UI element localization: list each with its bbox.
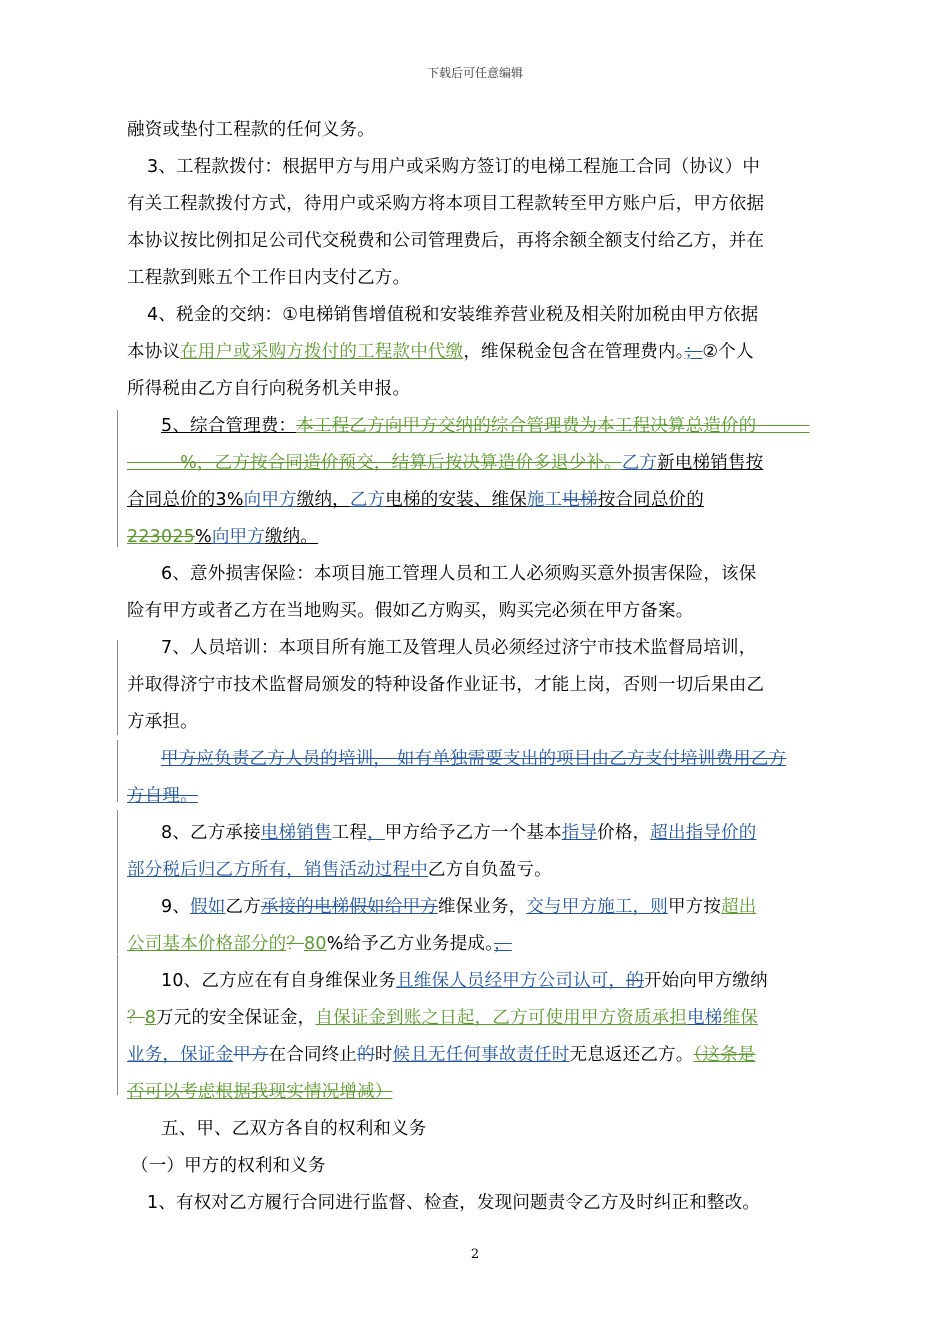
paragraph-line [127, 1037, 822, 1074]
paragraph-line [127, 1000, 822, 1037]
paragraph-line [127, 926, 822, 963]
text: 10、乙方应在有自身维保业务 [161, 971, 397, 991]
text: ，维保税金包含在管理费内。 [463, 342, 685, 362]
inserted-text: 超出 [721, 897, 757, 917]
inserted-text: 80 [304, 934, 327, 954]
text: 乙方 [225, 897, 261, 917]
inserted-text: ， [367, 823, 385, 843]
text: 缴纳， [296, 490, 350, 510]
deleted-text: 223025 [127, 527, 196, 547]
text: 缴纳。 [264, 527, 319, 547]
paragraph-line [127, 1074, 822, 1111]
deleted-text: 甲方 [233, 1045, 269, 1065]
paragraph-line [127, 963, 822, 1000]
inserted-text: 乙方 [349, 490, 386, 510]
inserted-text: 在用户或采购方拨付的工程款中代缴 [180, 342, 464, 362]
subsection-heading: （一）甲方的权利和义务 [131, 1156, 326, 1176]
paragraph-line: 险有甲方或者乙方在当地购买。假如乙方购买，购买完必须在甲方备案。 [127, 601, 694, 621]
paragraph-line: 融资或垫付工程款的任何义务。 [127, 120, 375, 140]
inserted-text: 电梯销售 [260, 823, 332, 843]
deleted-text: 否可以考虑根据我现实情况增减） [127, 1082, 393, 1102]
inserted-text: 电梯 [687, 1008, 723, 1028]
deleted-text: ， [494, 934, 512, 954]
deleted-text: 的 [357, 1045, 375, 1065]
paragraph-line [127, 889, 822, 926]
deleted-text: 本工程乙方向甲方交纳的综合管理费为本工程决算总造价的 [296, 416, 757, 436]
deleted-text: ？ [286, 934, 305, 954]
text: 合同总价的 [127, 490, 216, 510]
deleted-text: 甲方应负责乙方人员的培训， 如有单独需要支出的项目由乙方支付培训费用乙方 [161, 749, 787, 769]
inserted-text: 超出指导价的 [650, 823, 757, 843]
paragraph-line: 并取得济宁市技术监督局颁发的特种设备作业证书，才能上岗，否则一切后果由乙 [127, 675, 765, 695]
deleted-text [756, 416, 809, 436]
paragraph-line: 本协议按比例扣足公司代交税费和公司管理费后，再将余额全额支付给乙方，并在 [127, 231, 765, 251]
inserted-text: 交与甲方施工，则 [526, 897, 668, 917]
paragraph-line: 工程款到账五个工作日内支付乙方。 [127, 268, 411, 288]
deleted-text: 电梯 [562, 490, 598, 510]
paragraph-line: 4、税金的交纳：①电梯销售增值税和安装维养营业税及相关附加税由甲方依据 [147, 305, 759, 325]
deleted-text: 方自理。 [127, 786, 198, 806]
text: 8、乙方承接 [161, 823, 261, 843]
page-number: 2 [470, 1247, 480, 1262]
section-heading: 五、甲、乙双方各自的权利和义务 [161, 1119, 427, 1139]
inserted-text: 公司基本价格部分的 [127, 934, 287, 954]
text: 3% [215, 490, 244, 510]
text: 按合同总价的 [597, 490, 704, 510]
change-bar [117, 810, 118, 882]
paragraph-line: 有关工程款拨付方式，待用户或采购方将本项目工程款转至甲方账户后，甲方依据 [127, 194, 765, 214]
paragraph-line [127, 741, 822, 778]
deleted-text: %，乙方按合同造价预交，结算后按决算造价多退少补。 [127, 453, 622, 473]
paragraph-line: 7、人员培训：本项目所有施工及管理人员必须经过济宁市技术监督局培训， [161, 638, 757, 658]
text: 甲方按 [667, 897, 722, 917]
inserted-text: 8 [144, 1008, 157, 1028]
inserted-text: 假如 [190, 897, 226, 917]
inserted-text: 指导 [561, 823, 598, 843]
change-bar [117, 882, 118, 954]
inserted-text: 维保 [722, 1008, 758, 1028]
text: 5、综合管理费： [161, 416, 297, 436]
text: %给予乙方业务提成。 [326, 934, 495, 954]
paragraph-line [127, 482, 822, 519]
text: 新电梯销售按 [657, 453, 764, 473]
deleted-text: 的 [626, 971, 644, 991]
change-bar [117, 740, 118, 802]
inserted-text: 候且无任何事故责任时 [392, 1045, 570, 1065]
paragraph-line: 所得税由乙方自行向税务机关申报。 [127, 379, 411, 399]
paragraph-line [127, 408, 822, 445]
text: 万元的安全保证金， [156, 1008, 316, 1028]
text: 工程 [331, 823, 368, 843]
inserted-text: 施工 [526, 490, 563, 510]
text: 乙方自负盈亏。 [427, 860, 552, 880]
text: 9、 [161, 897, 191, 917]
text: % [195, 527, 212, 547]
text: 开始向甲方缴纳 [643, 971, 768, 991]
paragraph-line: 方承担。 [127, 712, 198, 732]
inserted-text: 乙方 [621, 453, 658, 473]
inserted-text: 自保证金到账之日起，乙方可使用甲方资质承担 [315, 1008, 688, 1028]
text: 本协议 [127, 342, 181, 362]
text: 在合同终止 [268, 1045, 358, 1065]
paragraph-line [127, 519, 822, 556]
text: 甲方给予乙方一个基本 [384, 823, 562, 843]
inserted-text: 且维保人员经甲方公司认可， [396, 971, 627, 991]
paragraph-line: 3、工程款拨付：根据甲方与用户或采购方签订的电梯工程施工合同（协议）中 [147, 157, 761, 177]
inserted-text: 向甲方 [211, 527, 265, 547]
deleted-text: （这条是 [693, 1045, 756, 1065]
inserted-text: 部分税后归乙方所有，销售活动过程中 [127, 860, 428, 880]
change-bar [117, 410, 118, 547]
text: 维保业务， [437, 897, 527, 917]
deleted-text: 承接的电梯假如给甲方 [260, 897, 438, 917]
text: 价格， [597, 823, 651, 843]
paragraph-line: 6、意外损害保险：本项目施工管理人员和工人必须购买意外损害保险，该保 [161, 564, 757, 584]
text: 无息返还乙方。 [569, 1045, 694, 1065]
document-body [127, 112, 822, 1222]
change-bar [117, 955, 118, 1095]
paragraph-line [127, 445, 822, 482]
text: 电梯的安装、维保 [385, 490, 527, 510]
inserted-text: 向甲方 [243, 490, 297, 510]
inserted-text: 业务，保证金 [127, 1045, 234, 1065]
text: ②个人 [702, 342, 754, 362]
change-bar [117, 640, 118, 735]
page-header: 下载后可任意编辑 [426, 66, 523, 80]
paragraph-line [127, 778, 822, 815]
paragraph-line [127, 334, 822, 371]
text: 时 [374, 1045, 393, 1065]
paragraph-line [127, 815, 822, 852]
deleted-text: ； [684, 342, 703, 362]
paragraph-line: 1、有权对乙方履行合同进行监督、检查，发现问题责令乙方及时纠正和整改。 [147, 1193, 761, 1213]
deleted-text: ？ [127, 1008, 145, 1028]
paragraph-line [127, 852, 822, 889]
